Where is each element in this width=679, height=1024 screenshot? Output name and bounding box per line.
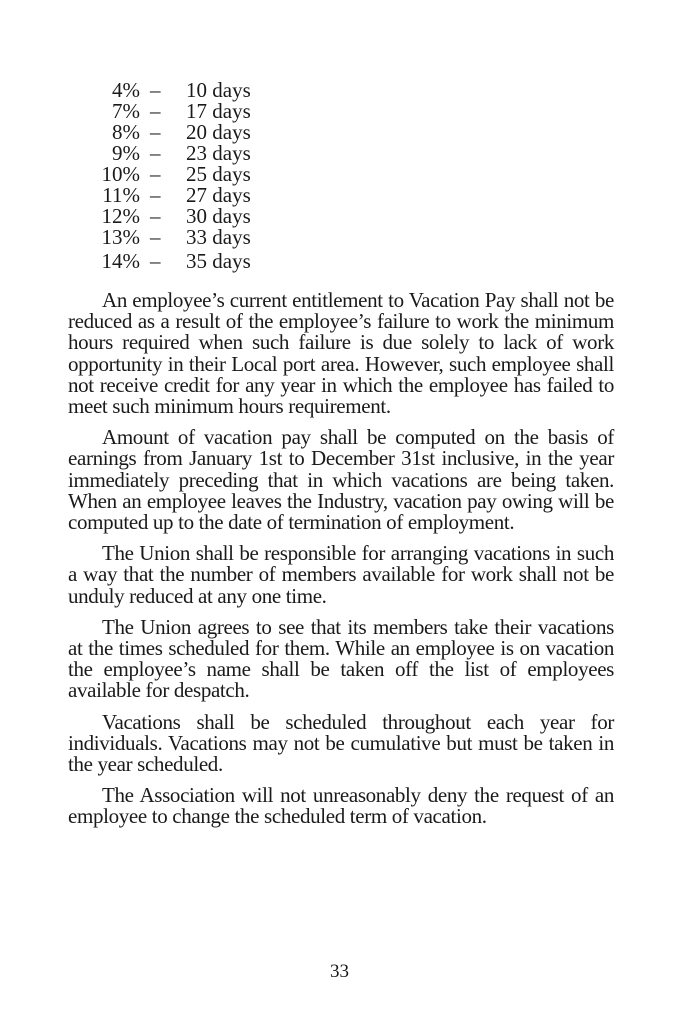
schedule-row bbox=[88, 143, 288, 164]
schedule-days: 35 days bbox=[186, 249, 251, 273]
paragraph-association-request: The Association will not unreasonably deny the request of an employee to change the scheduled term of vacation. bbox=[68, 783, 614, 829]
schedule-days: 20 days bbox=[186, 120, 251, 144]
schedule-percent: 12% bbox=[101, 204, 140, 228]
schedule-percent: 10% bbox=[101, 162, 140, 186]
paragraph-minimum-hours: An employee’s current entitlement to Vacation Pay shall not be reduced as a result of the employee’s failure to work the minimum hours required when such failure is due solely to lack of work opportunity in their Local port area. However, such employee shall not receive credit for any year in which the employee has failed to meet such minimum hours requirement. bbox=[68, 288, 614, 419]
paragraph-union-arranging: The Union shall be responsible for arranging vacations in such a way that the number of members available for work shall not be unduly reduced at any one time. bbox=[68, 541, 614, 608]
paragraph-computation: Amount of vacation pay shall be computed on the basis of earnings from January 1st to December 31st inclusive, in the year immediately preceding that in which vacations are being taken. When an employee leaves the Industry, vacation pay owing will be computed up to the date of termination of employment. bbox=[68, 425, 614, 535]
paragraph-scheduled-yearly: Vacations shall be scheduled throughout each year for individuals. Vacations may not be cumulative but must be taken in the year scheduled. bbox=[68, 709, 614, 777]
schedule-row bbox=[88, 80, 288, 101]
schedule-percent: 9% bbox=[112, 141, 140, 165]
schedule-dash: – bbox=[150, 225, 161, 249]
schedule-days: 30 days bbox=[186, 204, 251, 228]
schedule-row bbox=[88, 101, 288, 122]
schedule-dash: – bbox=[150, 249, 161, 273]
schedule-days: 17 days bbox=[186, 99, 251, 123]
schedule-days: 25 days bbox=[186, 162, 251, 186]
schedule-dash: – bbox=[150, 204, 161, 228]
schedule-days: 33 days bbox=[186, 225, 251, 249]
schedule-dash: – bbox=[150, 99, 161, 123]
schedule-percent: 7% bbox=[112, 99, 140, 123]
schedule-percent: 14% bbox=[101, 249, 140, 273]
schedule-days: 23 days bbox=[186, 141, 251, 165]
schedule-days: 27 days bbox=[186, 183, 251, 207]
schedule-dash: – bbox=[150, 120, 161, 144]
page-number: 33 bbox=[330, 961, 349, 982]
vacation-schedule-table bbox=[88, 80, 288, 272]
schedule-percent: 11% bbox=[102, 183, 140, 207]
schedule-row bbox=[88, 185, 288, 206]
schedule-percent: 13% bbox=[101, 225, 140, 249]
schedule-row bbox=[88, 164, 288, 185]
schedule-percent: 4% bbox=[112, 78, 140, 102]
schedule-row bbox=[88, 122, 288, 143]
schedule-row bbox=[88, 227, 288, 248]
schedule-percent: 8% bbox=[112, 120, 140, 144]
schedule-row bbox=[88, 206, 288, 227]
paragraph-union-scheduling: The Union agrees to see that its members take their vacations at the times scheduled for them. While an employee is on vacation the employee’s name shall be taken off the list of employees available for despatch. bbox=[68, 614, 614, 703]
schedule-dash: – bbox=[150, 183, 161, 207]
schedule-row bbox=[88, 251, 288, 272]
schedule-dash: – bbox=[150, 162, 161, 186]
schedule-days: 10 days bbox=[186, 78, 251, 102]
body-text bbox=[68, 290, 614, 838]
schedule-dash: – bbox=[150, 141, 161, 165]
schedule-dash: – bbox=[150, 78, 161, 102]
